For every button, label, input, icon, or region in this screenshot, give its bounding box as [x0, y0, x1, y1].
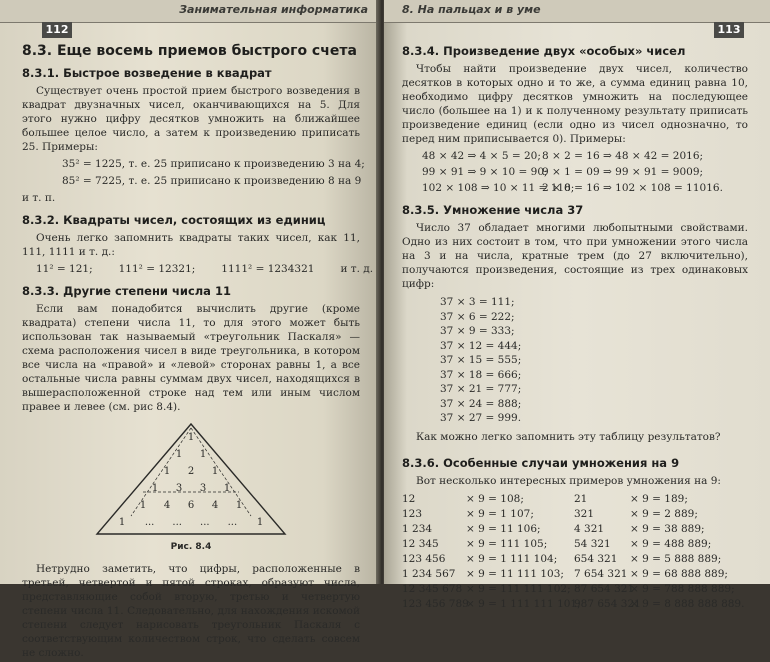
pascal-number: 1 [175, 449, 183, 460]
mult-cell: 12 [402, 492, 416, 505]
sub1-title: 8.3.1. Быстрое возведение в квадрат [22, 66, 272, 80]
sub6-text: Вот несколько интересных примеров умножения на 9: [416, 474, 721, 487]
pascal-number: 1 [163, 466, 171, 477]
pascal-number: 1 [118, 517, 126, 528]
mult-cell: × 9 = 38 889; [630, 522, 705, 535]
pascal-number: 1 [199, 449, 207, 460]
mult-cell: 7 654 321 [574, 567, 628, 580]
pascal-number: 1 [211, 466, 219, 477]
sub3-text-2: Нетрудно заметить, что цифры, расположенные в третьей, четвертой и пятой строках, образуют числа, представляющие собой вторую, третью и четвертую степени числа 11. Следовательно, для нахождения искомой степени следует нарисовать треугольник Паскаля с соответствующим количеством строк, что сделать совсем не сложно. [22, 563, 360, 659]
mult-cell: × 9 = 11 111 103; [466, 567, 564, 580]
left-content [22, 43, 374, 662]
mult-cell: 12 345 [402, 537, 439, 550]
sub6-table [402, 492, 748, 611]
mult-cell: 54 321 [574, 537, 611, 550]
pascal-number: 4 [211, 500, 219, 511]
pascal-triangle-figure [91, 420, 291, 538]
example-cell: 2 × 8 = 16 ⇒ 102 × 108 = 11016. [542, 182, 723, 194]
pascal-number: ... [172, 517, 182, 528]
pascal-number: 2 [187, 466, 195, 477]
table-row: 37 × 9 = 333; [440, 325, 515, 337]
mult-cell: 12 345 678 [402, 582, 463, 595]
sub2-eq-2: 111² = 12321; [118, 263, 196, 275]
sub5-text: Число 37 обладает многими любопытными свойствами. Одно из них состоит в том, что при умножении этого числа на 3 и на числа, кратные трем (до 27 включительно), получаются произведения, состоящие из трех одинаковых цифр: [402, 222, 748, 290]
pascal-triangle-svg [91, 420, 291, 538]
sub2-eq-1: 11² = 121; [36, 263, 93, 275]
pascal-number: 1 [187, 432, 195, 443]
left-page [0, 0, 380, 659]
mult-cell: 87 654 321 [574, 582, 635, 595]
sub1-text: Существует очень простой прием быстрого возведения в квадрат двузначных чисел, оканчивающихся на 5. Для этого нужно цифру десятков умножить на ближайшее большее целое число, а затем к произведению приписать 25. Примеры: [22, 85, 360, 153]
sub4-examples [402, 149, 748, 195]
sub5-title: 8.3.5. Умножение числа 37 [402, 203, 584, 217]
mult-cell: × 9 = 8 888 888 889. [630, 597, 745, 610]
mult-cell: 123 [402, 507, 423, 520]
table-row: 37 × 27 = 999. [440, 412, 522, 424]
left-running-head: Занимательная информатика [179, 3, 368, 16]
table-row: 37 × 15 = 555; [440, 354, 522, 366]
right-page-number: 113 [714, 22, 744, 38]
right-content [402, 44, 748, 611]
pascal-number: 1 [151, 483, 159, 494]
sub4-text: Чтобы найти произведение двух чисел, количество десятков в которых одно и то же, а сумма единиц равна 10, необходимо цифру десятков умножить на последующее число (большее на 1) и к полученному результату приписать произведение единиц (если одно из чисел однозначно, то перед ним приписывается 0). Примеры: [402, 63, 748, 145]
pascal-number: 1 [223, 483, 231, 494]
mult-cell: 1 234 567 [402, 567, 456, 580]
pascal-number: ... [144, 517, 155, 528]
sub2-eq-tail: и т. д. [340, 263, 374, 275]
sub1-tail: и т. п. [22, 192, 56, 204]
pascal-number: ... [200, 517, 210, 528]
table-row: 37 × 6 = 222; [440, 310, 515, 323]
example-cell: 9 × 1 = 09 ⇒ 99 × 91 = 9009; [542, 166, 704, 178]
mult-cell: × 9 = 2 889; [630, 507, 698, 520]
mult-cell: 987 654 321 [574, 597, 641, 610]
mult-cell: 123 456 789 [402, 597, 469, 610]
mult-cell: × 9 = 1 111 111 101; [466, 597, 581, 610]
pascal-number: 4 [163, 500, 171, 511]
sub3-title: 8.3.3. Другие степени числа 11 [22, 284, 231, 298]
left-page-number: 112 [42, 22, 72, 38]
table-row: 37 × 18 = 666; [440, 368, 522, 381]
pascal-number: 1 [256, 517, 264, 528]
right-running-head: 8. На пальцах и в уме [402, 3, 541, 16]
right-header-band [384, 0, 770, 23]
pascal-number: 3 [199, 483, 207, 494]
pascal-number: 3 [175, 483, 183, 494]
sub6-title: 8.3.6. Особенные случаи умножения на 9 [402, 455, 680, 470]
mult-cell: × 9 = 488 889; [630, 537, 712, 550]
sub1-example-1: 35² = 1225, т. е. 25 приписано к произведению 3 на 4; [62, 158, 365, 170]
table-row: 37 × 21 = 777; [440, 383, 522, 395]
example-cell: 48 × 42 ⇒ 4 × 5 = 20; [422, 150, 541, 162]
example-cell: 99 × 91 ⇒ 9 × 10 = 90; [422, 166, 548, 178]
mult-cell: × 9 = 68 888 889; [630, 567, 728, 580]
example-cell: 8 × 2 = 16 ⇒ 48 × 42 = 2016; [542, 150, 704, 162]
sub5-table [402, 295, 748, 426]
mult-cell: 123 456 [402, 552, 446, 565]
mult-cell: × 9 = 5 888 889; [630, 552, 722, 565]
mult-cell: × 9 = 111 111 102; [466, 582, 571, 595]
sub2-equations [22, 262, 374, 276]
sub3-text: Если вам понадобится вычислить другие (кроме квадрата) степени числа 11, то для этого может быть использован так называемый «треугольник Паскаля» — схема расположения чисел в виде треугольника, в котором все числа на «правой» и «левой» сторонах равны 1, а все остальные числа равны суммам двух чисел, находящихся в вышерасположенной строке над тем или иным числом правее и левее (см. рис 8.4). [22, 303, 360, 413]
sub2-text: Очень легко запомнить квадраты таких чисел, как 11, 111, 1111 и т. д.: [22, 232, 360, 258]
sub1-example-2: 85² = 7225, т. е. 25 приписано к произведению 8 на 9 [62, 175, 362, 187]
mult-cell: 654 321 [574, 552, 618, 565]
pascal-number: ... [227, 517, 238, 528]
pascal-number: 1 [235, 500, 243, 511]
section-title: 8.3. Еще восемь приемов быстрого счета [22, 43, 357, 59]
table-row: 37 × 3 = 111; [440, 296, 515, 308]
mult-cell: × 9 = 1 111 104; [466, 552, 558, 565]
mult-cell: 321 [574, 507, 595, 520]
sub2-eq-3: 1111² = 1234321 [221, 263, 315, 275]
sub5-question: Как можно легко запомнить эту таблицу результатов? [416, 430, 721, 443]
mult-cell: 21 [574, 492, 588, 505]
mult-cell: × 9 = 189; [630, 492, 688, 505]
pascal-number: 6 [187, 500, 195, 511]
mult-cell: × 9 = 111 105; [466, 537, 548, 550]
mult-cell: × 9 = 788 888 889; [630, 582, 735, 595]
right-page [384, 0, 770, 610]
pascal-number: 1 [139, 500, 147, 511]
table-row: 37 × 12 = 444; [440, 339, 522, 352]
sub2-title: 8.3.2. Квадраты чисел, состоящих из единиц [22, 213, 326, 227]
example-cell: 102 × 108 ⇒ 10 × 11 = 110; [422, 182, 575, 194]
mult-cell: × 9 = 11 106; [466, 522, 541, 535]
mult-cell: 1 234 [402, 522, 433, 535]
table-row: 37 × 24 = 888; [440, 397, 522, 410]
left-header-band [0, 0, 380, 23]
mult-cell: × 9 = 1 107; [466, 507, 534, 520]
figure-caption: Рис. 8.4 [170, 542, 212, 552]
sub4-title: 8.3.4. Произведение двух «особых» чисел [402, 44, 686, 58]
mult-cell: 4 321 [574, 522, 605, 535]
mult-cell: × 9 = 108; [466, 492, 524, 505]
